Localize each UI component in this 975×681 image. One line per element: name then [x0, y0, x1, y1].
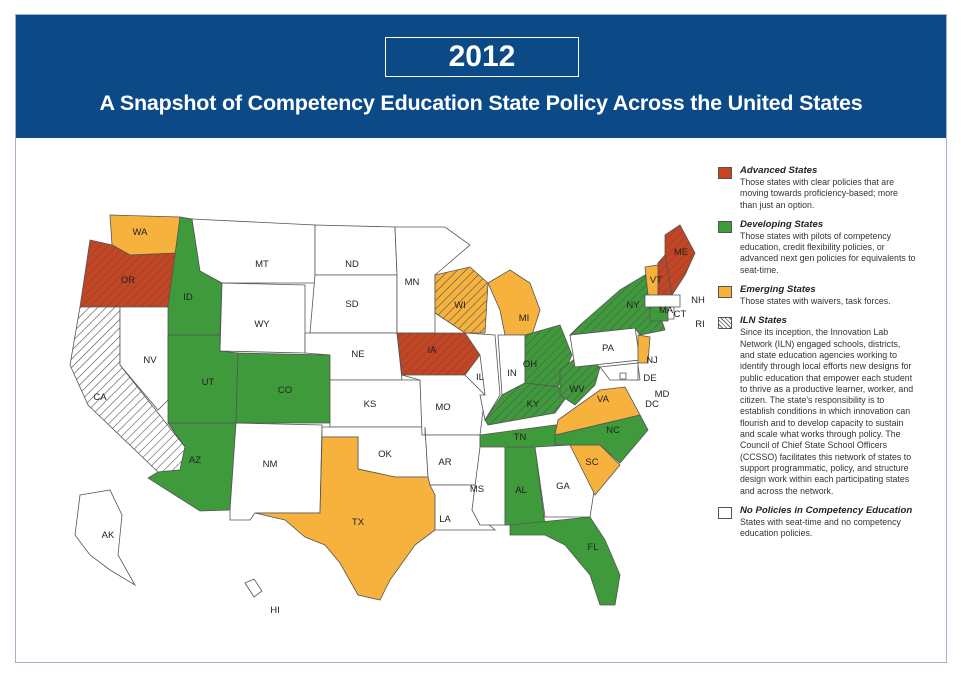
- state-label-or: OR: [120, 275, 136, 286]
- state-label-il: IL: [476, 372, 484, 383]
- legend-title: ILN States: [740, 315, 787, 327]
- state-dc: [620, 373, 626, 379]
- state-label-ia: IA: [427, 345, 437, 356]
- state-label-ri: RI: [695, 319, 705, 330]
- us-map: [40, 195, 730, 635]
- state-label-va: VA: [597, 394, 609, 405]
- state-label-ms: MS: [469, 484, 485, 495]
- state-label-mi: MI: [518, 313, 530, 324]
- state-label-ar: AR: [438, 457, 452, 468]
- state-label-id: ID: [183, 292, 193, 303]
- state-label-wv: WV: [569, 384, 585, 395]
- state-md: [600, 363, 638, 380]
- state-label-mt: MT: [255, 259, 269, 270]
- state-label-al: AL: [515, 485, 527, 496]
- legend-swatch-iln: [718, 317, 732, 329]
- state-label-ut: UT: [201, 377, 215, 388]
- legend-swatch-developing: [718, 221, 732, 233]
- state-hi: [245, 579, 262, 597]
- state-label-tn: TN: [513, 432, 527, 443]
- legend-description: Those states with pilots of competency education, credit flexibility policies, or advanced next gen policies for equivalents to seat-time.: [740, 230, 916, 275]
- state-label-mn: MN: [404, 277, 420, 288]
- legend-description: Those states with waivers, task forces.: [740, 296, 891, 307]
- state-label-ny: NY: [626, 300, 640, 311]
- legend-item-none: [716, 505, 916, 540]
- legend-description: States with seat-time and no competency education policies.: [740, 516, 901, 539]
- state-label-de: DE: [643, 373, 657, 384]
- legend-title: No Policies in Competency Education: [740, 504, 913, 516]
- legend-swatch-none: [718, 507, 732, 519]
- state-label-in: IN: [507, 368, 517, 379]
- state-label-oh: OH: [522, 359, 538, 370]
- state-label-wi: WI: [454, 300, 466, 311]
- state-label-nc: NC: [606, 425, 620, 436]
- state-label-vt: VT: [649, 275, 663, 286]
- state-nm: [230, 423, 322, 520]
- state-label-fl: FL: [587, 542, 599, 553]
- state-label-ne: NE: [351, 349, 365, 360]
- header-banner: [16, 15, 946, 138]
- legend-swatch-advanced: [718, 167, 732, 179]
- year-title: 2012: [385, 37, 579, 77]
- state-label-nv: NV: [143, 355, 157, 366]
- legend-item-emerging: [716, 284, 916, 307]
- state-label-wa: WA: [132, 227, 148, 238]
- legend-description: Those states with clear policies that are moving towards proficiency-based; more than just an option.: [740, 177, 898, 210]
- state-fl: [510, 517, 620, 605]
- legend-title: Advanced States: [740, 165, 818, 176]
- legend-item-developing: [716, 219, 916, 276]
- page-title: A Snapshot of Competency Education State Policy Across the United States: [99, 91, 863, 115]
- state-label-nd: ND: [345, 259, 359, 270]
- state-label-nj: NJ: [646, 355, 658, 366]
- state-label-ky: KY: [526, 399, 540, 410]
- state-ia-iln-hatch: [397, 333, 480, 375]
- legend-swatch-emerging: [718, 286, 732, 298]
- state-mt: [192, 219, 315, 283]
- legend-title: Developing States: [740, 218, 824, 230]
- state-label-tx: TX: [351, 517, 365, 528]
- state-label-sd: SD: [345, 299, 359, 310]
- state-label-co: CO: [277, 385, 293, 396]
- state-label-ok: OK: [378, 449, 392, 460]
- legend-description: Since its inception, the Innovation Lab Network (ILN) engaged schools, districts, and state education agencies working to identify through local efforts new designs for public education that empower each student to thrive as a productive learner, worker, and citizen. The state's responsibility is to establish conditions in which innovation can flourish and to develop capacity to sustain and scale what works through policy. The Council of Chief State School Officers (CCSSO) facilitates this network of states to support programmatic, policy, and structure design work within each participating states and across the network.: [740, 327, 914, 496]
- state-label-ak: AK: [101, 530, 115, 541]
- state-label-mo: MO: [435, 402, 451, 413]
- state-label-az: AZ: [188, 455, 202, 466]
- state-label-la: LA: [439, 514, 451, 525]
- state-label-ks: KS: [363, 399, 377, 410]
- legend-item-iln: [716, 315, 916, 496]
- state-label-ct: CT: [673, 309, 687, 320]
- state-label-hi: HI: [270, 605, 280, 616]
- state-mi: [488, 270, 540, 335]
- state-label-pa: PA: [602, 343, 614, 354]
- legend-item-advanced: [716, 165, 916, 211]
- state-label-sc: SC: [585, 457, 599, 468]
- state-label-ga: GA: [556, 481, 570, 492]
- state-label-ma: MA: [658, 305, 674, 316]
- state-label-me: ME: [673, 247, 689, 258]
- state-label-md: MD: [654, 389, 670, 400]
- legend: [716, 165, 916, 547]
- state-label-wy: WY: [254, 319, 270, 330]
- state-wy: [220, 283, 305, 353]
- legend-title: Emerging States: [740, 284, 816, 296]
- state-label-nm: NM: [262, 459, 278, 470]
- state-label-ca: CA: [93, 392, 107, 403]
- state-ar: [425, 427, 480, 485]
- state-label-dc: DC: [645, 399, 659, 410]
- state-label-nh: NH: [691, 295, 705, 306]
